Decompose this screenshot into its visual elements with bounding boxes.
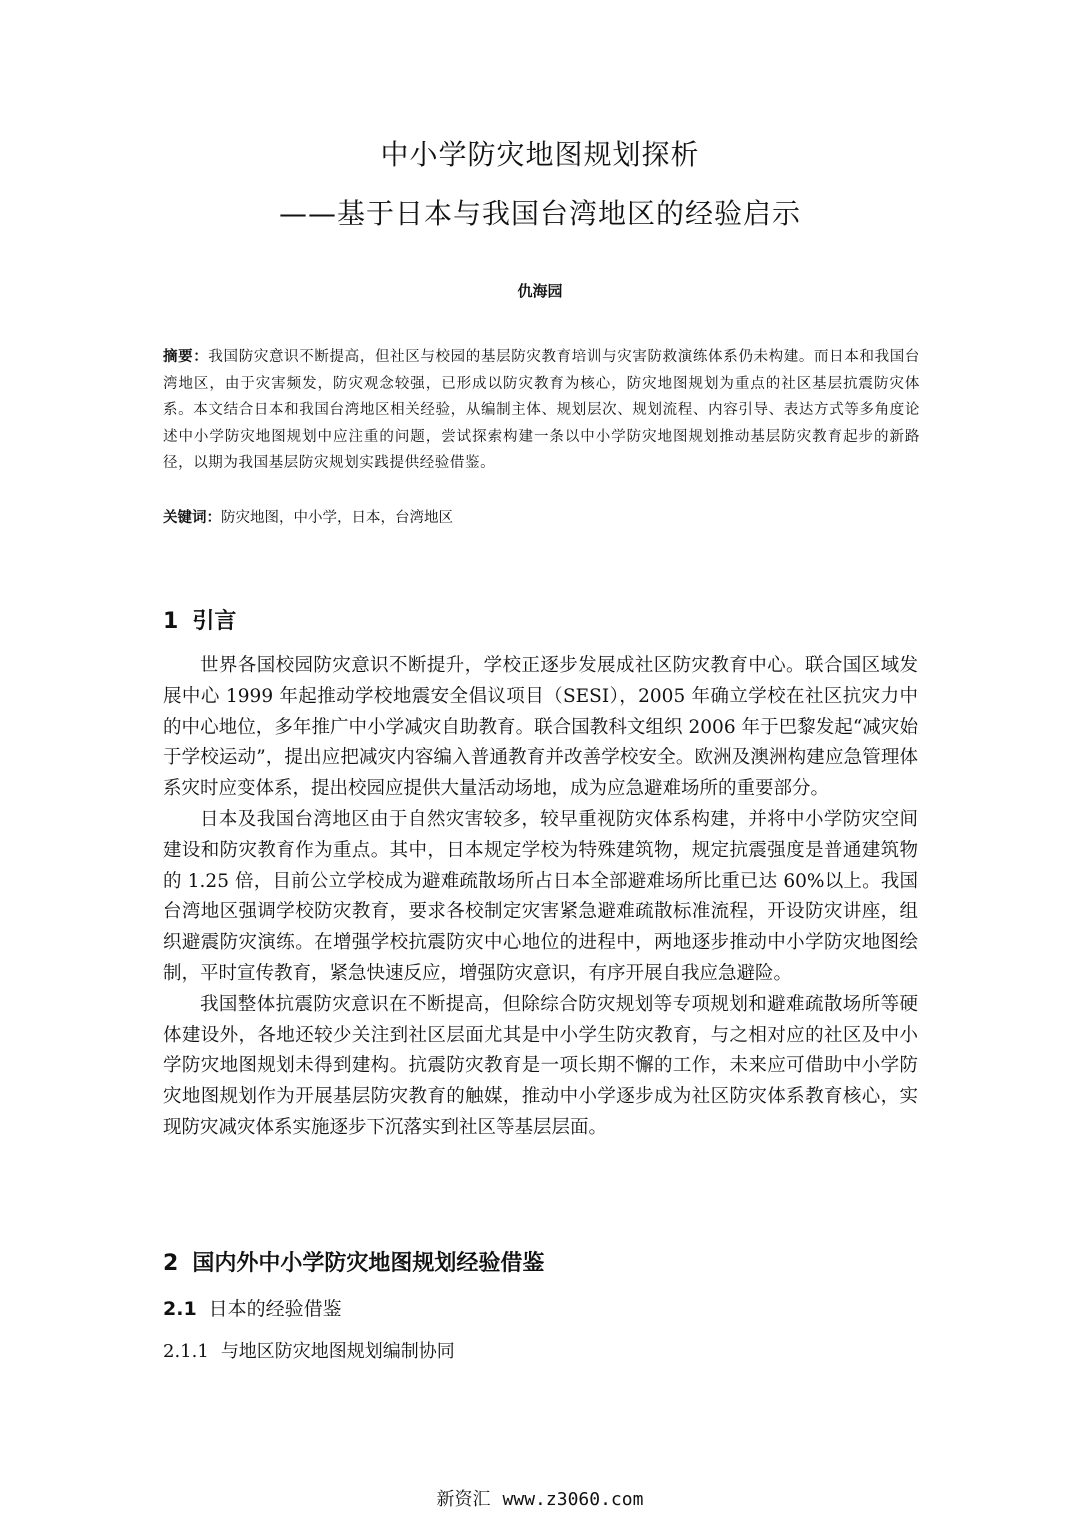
section-number: 1 [163, 609, 179, 634]
keywords [163, 505, 453, 531]
paragraph: 我国整体抗震防灾意识在不断提高，但除综合防灾规划等专项规划和避难疏散场所等硬体建设外，各地还较少关注到社区层面尤其是中小学生防灾教育，与之相对应的社区及中小学防灾地图规划未得到建构。抗震防灾教育是一项长期不懈的工作，未来应可借助中小学防灾地图规划作为开展基层防灾教育的触媒，推动中小学逐步成为社区防灾体系教育核心，实现防灾减灾体系实施逐步下沉落实到社区等基层层面。 [163, 993, 918, 1138]
paragraph: 世界各国校园防灾意识不断提升，学校正逐步发展成社区防灾教育中心。联合国区域发展中心 1999 年起推动学校地震安全倡议项目（SESI），2005 年确立学校在社区抗灾力中的中心地位，多年推广中小学减灾自助教育。联合国教科文组织 2006 年于巴黎发起“减灾始于学校运动”，提出应把减灾内容编入普通教育并改善学校安全。欧洲及澳洲构建应急管理体系灾时应变体系，提出校园应提供大量活动场地，成为应急避难场所的重要部分。 [163, 655, 918, 800]
abstract-label: 摘要： [163, 349, 209, 365]
subsection-heading [163, 1294, 342, 1321]
section-number: 2 [163, 1251, 179, 1276]
paper-subtitle: ——基于日本与我国台湾地区的经验启示 [278, 197, 801, 230]
abstract-text: 我国防灾意识不断提高，但社区与校园的基层防灾教育培训与灾害防救演练体系仍未构建。而日本和我国台湾地区，由于灾害频发，防灾观念较强，已形成以防灾教育为核心，防灾地图规划为重点的社区基层抗震防灾体系。本文结合日本和我国台湾地区相关经验，从编制主体、规划层次、规划流程、内容引导、表达方式等多角度论述中小学防灾地图规划中应注重的问题，尝试探索构建一条以中小学防灾地图规划推动基层防灾教育起步的新路径，以期为我国基层防灾规划实践提供经验借鉴。 [163, 349, 920, 471]
section-1-body [163, 651, 918, 1144]
abstract [163, 344, 920, 477]
subsubsection-number: 2.1.1 [163, 1341, 209, 1362]
keywords-text: 防灾地图，中小学，日本，台湾地区 [221, 510, 453, 526]
footer-url[interactable]: www.z3060.com [502, 1489, 644, 1510]
subsubsection-heading [163, 1337, 455, 1363]
author-name: 仇海园 [517, 282, 563, 300]
footer-brand: 新资汇 [436, 1489, 491, 1510]
section-title: 引言 [192, 609, 237, 634]
section-heading-2 [163, 1246, 544, 1277]
paper-title: 中小学防灾地图规划探析 [380, 138, 700, 171]
keywords-label: 关键词： [163, 510, 221, 526]
section-heading-1 [163, 604, 236, 635]
section-title: 国内外中小学防灾地图规划经验借鉴 [192, 1251, 545, 1276]
footer-watermark [0, 1485, 1080, 1511]
subsubsection-title: 与地区防灾地图规划编制协同 [220, 1341, 455, 1362]
subsection-number: 2.1 [163, 1298, 197, 1320]
paragraph: 日本及我国台湾地区由于自然灾害较多，较早重视防灾体系构建，并将中小学防灾空间建设和防灾教育作为重点。其中，日本规定学校为特殊建筑物，规定抗震强度是普通建筑物的 1.25 倍，目前公立学校成为避难疏散场所占日本全部避难场所比重已达 60%以上。我国台湾地区强调学校防灾教育，要求各校制定灾害紧急避难疏散标准流程，开设防灾讲座，组织避震防灾演练。在增强学校抗震防灾中心地位的进程中，两地逐步推动中小学防灾地图绘制，平时宣传教育，紧急快速反应，增强防灾意识，有序开展自我应急避险。 [163, 808, 918, 984]
subsection-title: 日本的经验借鉴 [208, 1298, 342, 1320]
